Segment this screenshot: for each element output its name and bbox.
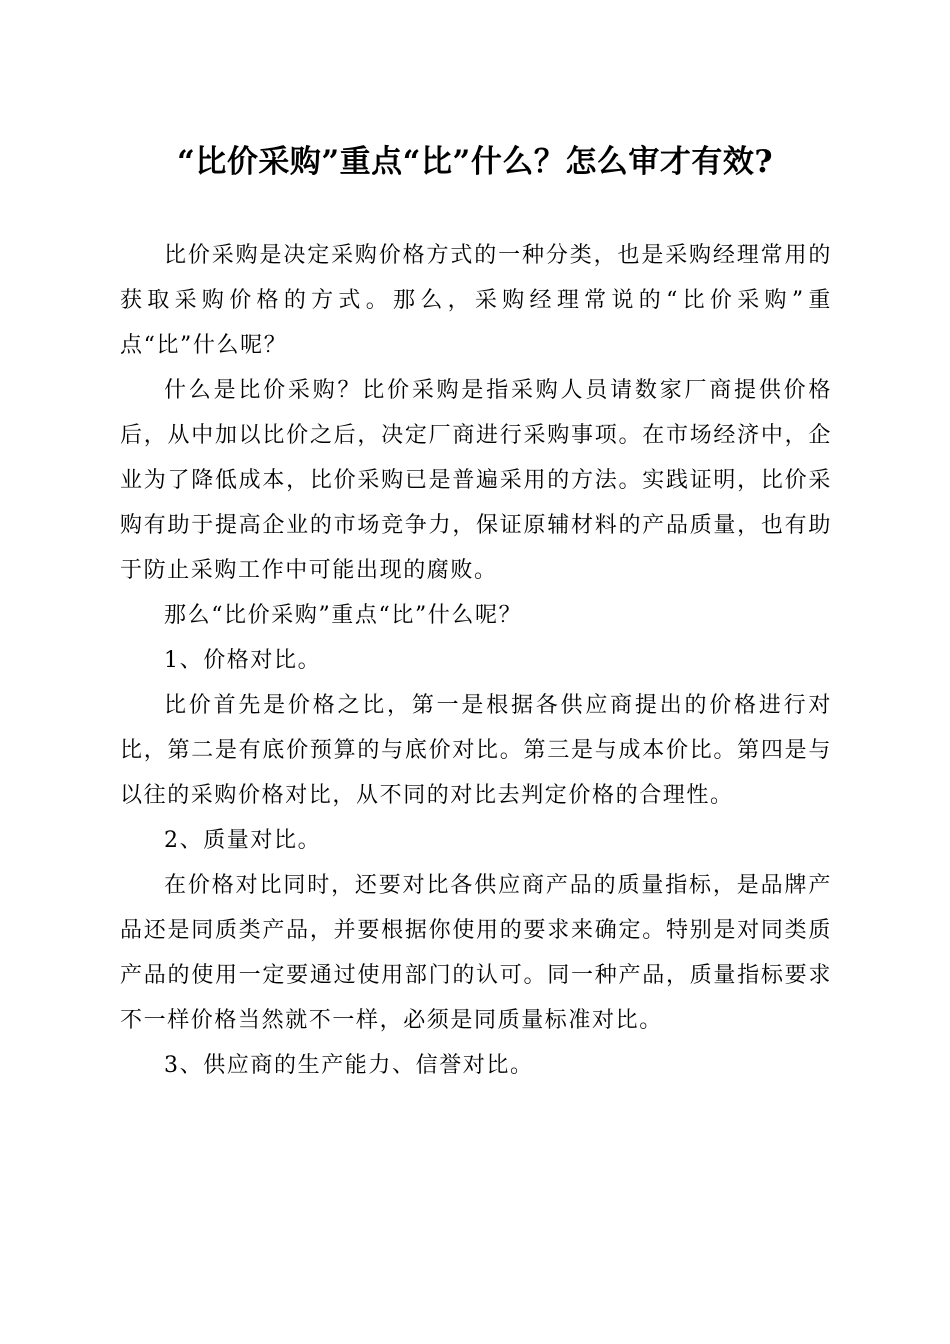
paragraph-intro: 比价采购是决定采购价格方式的一种分类，也是采购经理常用的获取采购价格的方式。那么，采购经理常说的“比价采购”重点“比”什么呢？ (120, 243, 832, 358)
paragraph-definition: 什么是比价采购？比价采购是指采购人员请数家厂商提供价格后，从中加以比价之后，决定厂商进行采购事项。在市场经济中，企业为了降低成本，比价采购已是普遍采用的方法。实践证明，比价采购有助于提高企业的市场竞争力，保证原辅材料的产品质量，也有助于防止采购工作中可能出现的腐败。 (120, 378, 832, 583)
section-heading-price: 1、价格对比。 (164, 648, 322, 673)
paragraph-question: 那么“比价采购”重点“比”什么呢？ (164, 603, 523, 628)
section-heading-quality: 2、质量对比。 (164, 828, 322, 853)
section-heading-supplier: 3、供应商的生产能力、信誉对比。 (164, 1053, 534, 1078)
document-body (120, 233, 832, 1088)
paragraph-price: 比价首先是价格之比，第一是根据各供应商提出的价格进行对比，第二是有底价预算的与底价对比。第三是与成本价比。第四是与以往的采购价格对比，从不同的对比去判定价格的合理性。 (120, 693, 832, 808)
document-title: “比价采购”重点“比”什么？怎么审才有效? (177, 144, 773, 180)
paragraph-quality: 在价格对比同时，还要对比各供应商产品的质量指标，是品牌产品还是同质类产品，并要根据你使用的要求来确定。特别是对同类质产品的使用一定要通过使用部门的认可。同一种产品，质量指标要求不一样价格当然就不一样，必须是同质量标准对比。 (120, 873, 832, 1033)
